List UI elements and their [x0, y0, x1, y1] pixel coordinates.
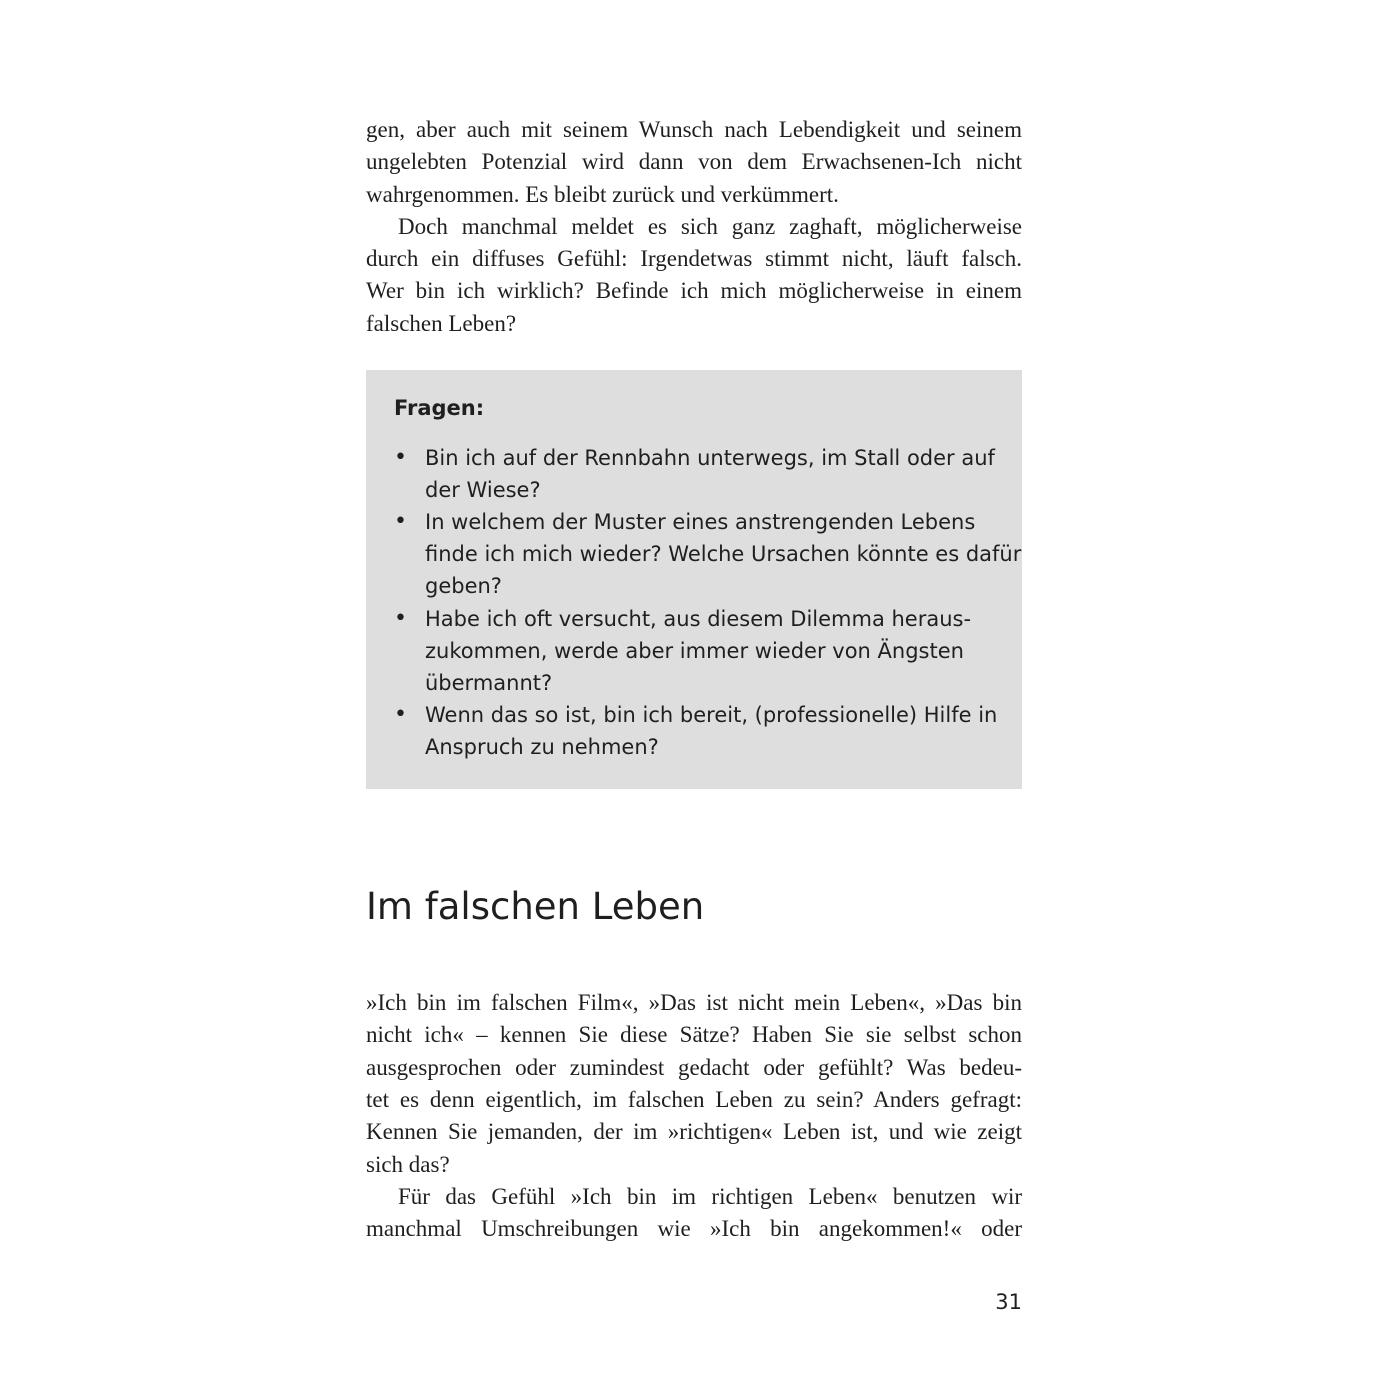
question-line: Wenn das so ist, bin ich bereit, (professionelle) Hilfe in	[425, 702, 998, 727]
bullet-icon: •	[394, 509, 407, 535]
question-line: Anspruch zu nehmen?	[425, 734, 659, 759]
question-item	[394, 699, 996, 763]
text-line: manchmal Umschreibungen wie »Ich bin angekommen!« oder	[366, 1216, 1022, 1242]
page-number: 31	[995, 1290, 1022, 1314]
text-line: ungelebten Potenzial wird dann von dem Erwachsenen-Ich nicht	[366, 149, 1022, 175]
bullet-icon: •	[394, 701, 407, 727]
question-line: Bin ich auf der Rennbahn unterwegs, im Stall oder auf	[425, 446, 995, 471]
question-item	[394, 603, 996, 699]
question-line: geben?	[425, 574, 502, 599]
text-line: Wer bin ich wirklich? Befinde ich mich möglicherweise in einem	[366, 278, 1022, 304]
intro-paragraph-2	[366, 211, 1022, 340]
questions-box	[366, 370, 1022, 789]
text-line: nicht ich« – kennen Sie diese Sätze? Haben Sie sie selbst schon	[366, 1022, 1022, 1048]
text-line: »Ich bin im falschen Film«, »Das ist nicht mein Leben«, »Das bin	[366, 990, 1022, 1016]
text-line: tet es denn eigentlich, im falschen Leben zu sein? Anders gefragt:	[366, 1086, 1022, 1112]
text-line: sich das?	[366, 1151, 450, 1177]
question-line: zukommen, werde aber immer wieder von Ängsten	[425, 638, 964, 663]
question-line: finde ich mich wieder? Welche Ursachen könnte es dafür	[425, 542, 1022, 567]
text-line: falschen Leben?	[366, 310, 517, 336]
section-text	[366, 987, 1022, 1245]
section-paragraph-1	[366, 987, 1022, 1181]
bullet-icon: •	[394, 445, 407, 471]
bullet-icon: •	[394, 605, 407, 631]
text-line: Für das Gefühl »Ich bin im richtigen Leben« benutzen wir	[398, 1183, 1022, 1209]
question-line: In welchem der Muster eines anstrengenden Lebens	[425, 510, 976, 535]
questions-list	[394, 442, 1022, 763]
questions-box-title: Fragen:	[394, 396, 485, 421]
question-line: Habe ich oft versucht, aus diesem Dilemma heraus-	[425, 606, 972, 631]
section-heading: Im falschen Leben	[366, 885, 705, 929]
text-line: wahrgenommen. Es bleibt zurück und verkümmert.	[366, 181, 839, 207]
intro-paragraph-1	[366, 114, 1022, 211]
text-line: ausgesprochen oder zumindest gedacht oder gefühlt? Was bedeu-	[366, 1054, 1022, 1080]
question-item	[394, 506, 1022, 602]
question-line: übermannt?	[425, 670, 553, 695]
question-line: der Wiese?	[425, 478, 541, 503]
text-line: gen, aber auch mit seinem Wunsch nach Lebendigkeit und seinem	[366, 117, 1022, 142]
text-line: Doch manchmal meldet es sich ganz zaghaft, möglicherweise	[398, 213, 1022, 239]
section-paragraph-2	[366, 1181, 1022, 1246]
text-line: durch ein diffuses Gefühl: Irgendetwas stimmt nicht, läuft falsch.	[366, 246, 1022, 272]
text-line: Kennen Sie jemanden, der im »richtigen« Leben ist, und wie zeigt	[366, 1119, 1022, 1145]
book-page	[366, 112, 1022, 1245]
intro-text	[366, 114, 1022, 340]
question-item	[394, 442, 996, 506]
